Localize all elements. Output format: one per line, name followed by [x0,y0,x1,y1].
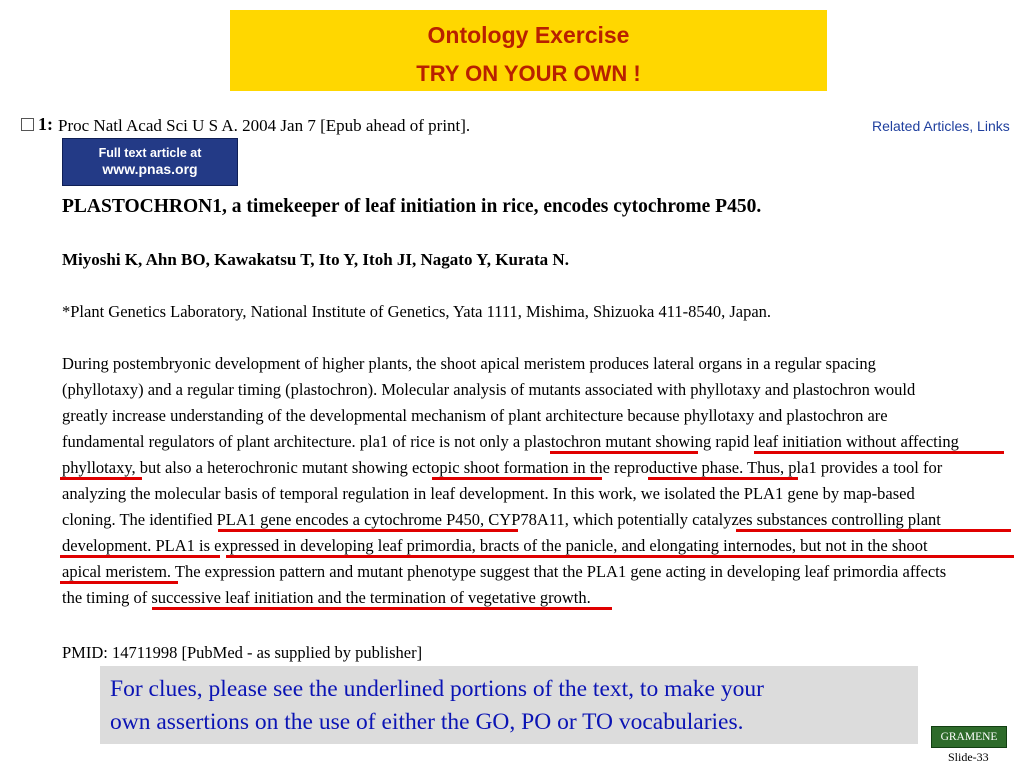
pnas-button-line2: www.pnas.org [102,161,198,177]
underline-pla1-gene-cytochrome [218,529,518,532]
underline-catalyzes-substances [736,529,1011,532]
abstract-line: analyzing the molecular basis of temporal regulation in leaf development. In this work, we isolated the PLA1 gene by map-based [62,484,915,503]
clue-line-2: own assertions on the use of either the GO, PO or TO vocabularies. [110,709,744,735]
slide-title: Ontology Exercise [427,22,630,48]
affiliation: *Plant Genetics Laboratory, National Institute of Genetics, Yata 1111, Mishima, Shizuoka 411-8540, Japan. [62,302,772,321]
pnas-button-line1: Full text article at [98,146,202,160]
underline-successive-leaf-initiation [152,607,612,610]
article-title[interactable]: PLASTOCHRON1, a timekeeper of leaf initiation in rice, encodes cytochrome P450. [62,196,762,217]
abstract-line: apical meristem. The expression pattern and mutant phenotype suggest that the PLA1 gene acting in developing leaf primordia affects [62,562,947,581]
abstract-line: cloning. The identified PLA1 gene encodes a cytochrome P450, CYP78A11, which potentially catalyzes substances controlling plant [62,510,941,529]
underline-development [60,555,220,558]
underline-ectopic-shoot-formation [432,477,602,480]
abstract-line: the timing of successive leaf initiation and the termination of vegetative growth. [62,588,591,607]
underline-apical-meristem [60,581,178,584]
slide-subtitle: TRY ON YOUR OWN ! [416,61,641,86]
authors: Miyoshi K, Ahn BO, Kawakatsu T, Ito Y, Itoh JI, Nagato Y, Kurata N. [62,250,569,269]
abstract-line: greatly increase understanding of the developmental mechanism of plant architecture because phyllotaxy and plastochron are [62,406,888,425]
gramene-logo [931,726,1007,748]
underline-phyllotaxy [60,477,142,480]
pmid: PMID: 14711998 [PubMed - as supplied by publisher] [62,643,423,662]
abstract-line: phyllotaxy, but also a heterochronic mutant showing ectopic shoot formation in the reproductive phase. Thus, pla1 provides a tool for [62,458,943,477]
underline-expressed-in-primordia [226,555,1014,558]
pnas-fulltext-button[interactable] [62,138,238,186]
underline-reproductive-phase [648,477,798,480]
title-banner [230,10,827,91]
abstract-line: fundamental regulators of plant architecture. pla1 of rice is not only a plastochron mutant showing rapid leaf initiation without affecting [62,432,959,451]
citation: Proc Natl Acad Sci U S A. 2004 Jan 7 [Epub ahead of print]. [58,116,471,135]
related-articles-link[interactable]: Related Articles, Links [872,118,1010,134]
abstract-line: During postembryonic development of higher plants, the shoot apical meristem produces lateral organs in a regular spacing [62,354,876,373]
underline-rapid-leaf-initiation [754,451,1004,454]
clue-line-1: For clues, please see the underlined portions of the text, to make your [110,676,764,702]
abstract-line: development. PLA1 is expressed in developing leaf primordia, bracts of the panicle, and elongating internodes, but not in the shoot [62,536,928,555]
record-number: 1: [38,114,53,134]
record-checkbox[interactable] [21,118,34,131]
abstract-line: (phyllotaxy) and a regular timing (plastochron). Molecular analysis of mutants associated with phyllotaxy and plastochron would [62,380,916,399]
gramene-logo-text: GRAMENE [940,731,998,743]
clue-box [100,666,918,744]
underline-plastochron-mutant [550,451,698,454]
slide-number: Slide-33 [948,750,989,764]
